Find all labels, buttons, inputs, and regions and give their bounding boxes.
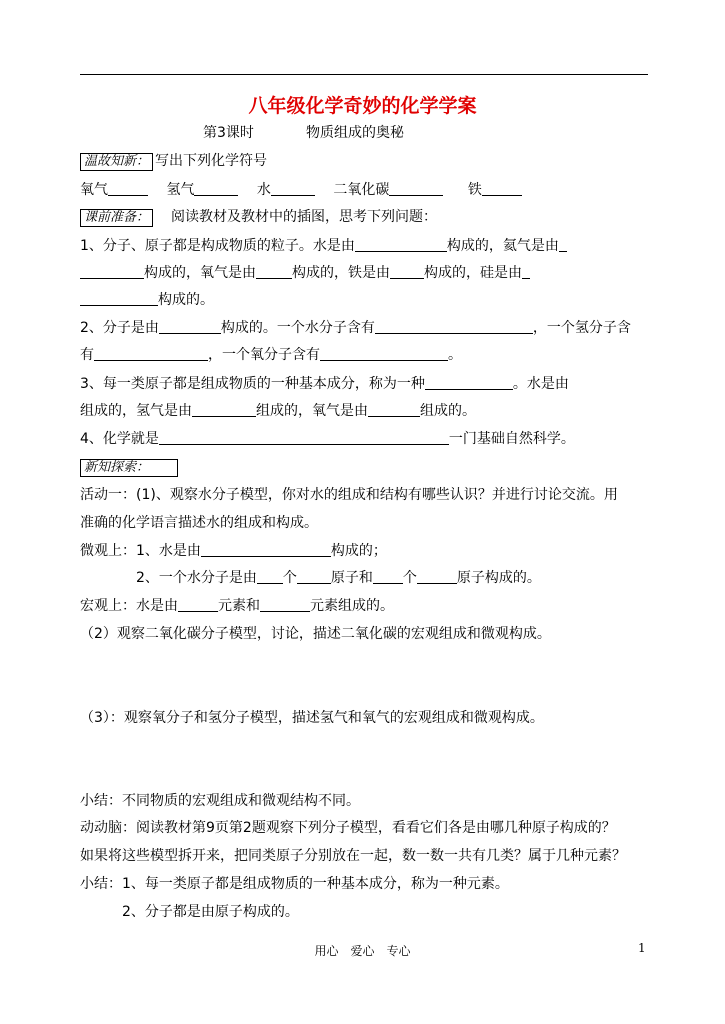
brain-line1: 动动脑：阅读教材第9页第2题观察下列分子模型，看看它们各是由哪几种原子构成的？ (80, 820, 616, 836)
answer-blank[interactable] (482, 181, 522, 196)
answer-blank[interactable] (373, 569, 403, 584)
review-item-oxygen: 氧气 (80, 182, 108, 198)
answer-blank[interactable] (559, 237, 567, 252)
q1-text: 构成的。 (158, 292, 214, 308)
brain-line2: 如果将这些模型拆开来，把同类原子分别放在一起，数一数一共有几类？属于几种元素？ (80, 848, 626, 864)
answer-blank[interactable] (194, 181, 238, 196)
macro-text: 宏观上：水是由 (80, 598, 178, 614)
prep-q1-line1 (80, 237, 567, 255)
macro-text: 元素和 (218, 598, 260, 614)
answer-blank[interactable] (390, 264, 424, 279)
prep-q3-line2 (80, 402, 476, 420)
footer-motto: 用心 爱心 专心 (314, 944, 411, 958)
review-item-iron: 铁 (467, 182, 482, 198)
q1-text: 1、分子、原子都是构成物质的粒子。水是由 (80, 238, 355, 254)
q3-text: 组成的，氢气是由 (80, 403, 192, 419)
review-items-row (80, 181, 522, 199)
prep-row (80, 208, 437, 227)
micro-text: 微观上：1、水是由 (80, 543, 201, 559)
micro-text: 2、一个水分子是由 (136, 570, 257, 586)
prep-q2-line2 (80, 346, 462, 364)
prep-q1-line2 (80, 264, 530, 282)
activity1-line1: 活动一：(1)、观察水分子模型，你对水的组成和结构有哪些认识？并进行讨论交流。用 (80, 487, 618, 503)
prep-q1-line3 (80, 291, 214, 309)
explore-row (80, 458, 180, 477)
review-row (80, 152, 267, 171)
summary2-line2: 2、分子都是由原子构成的。 (122, 904, 299, 920)
prep-q2-line1 (80, 319, 631, 337)
answer-blank[interactable] (271, 181, 315, 196)
q1-text: 构成的，铁是由 (292, 265, 390, 281)
answer-blank[interactable] (297, 569, 331, 584)
q1-text: 构成的，氧气是由 (144, 265, 256, 281)
micro-text: 构成的； (330, 543, 387, 559)
answer-blank[interactable] (368, 402, 420, 417)
answer-blank[interactable] (260, 597, 310, 612)
part2-text: （2）观察二氧化碳分子模型，讨论，描述二氧化碳的宏观组成和微观构成。 (80, 626, 551, 642)
answer-blank[interactable] (375, 319, 533, 334)
review-item-co2: 二氧化碳 (333, 182, 390, 198)
q3-text: 。水是由 (512, 376, 569, 392)
page-title: 八年级化学奇妙的化学学案 (248, 95, 477, 117)
q2-text: 构成的。一个水分子含有 (220, 320, 375, 336)
q4-text: 4、化学就是 (80, 431, 159, 447)
answer-blank[interactable] (425, 375, 513, 390)
activity1-line2: 准确的化学语言描述水的组成和构成。 (80, 515, 318, 531)
micro-text: 个 (282, 570, 297, 586)
explore-tag: 新知探索： (80, 459, 178, 477)
answer-blank[interactable] (108, 181, 148, 196)
micro-text: 原子和 (330, 570, 373, 586)
review-item-water: 水 (256, 182, 271, 198)
micro-text: 个 (402, 570, 417, 586)
prep-q4 (80, 430, 575, 448)
answer-blank[interactable] (201, 542, 331, 557)
page-number: 1 (638, 941, 646, 955)
answer-blank[interactable] (178, 597, 218, 612)
answer-blank[interactable] (320, 346, 448, 361)
micro-line2 (136, 569, 541, 587)
part3-text: （3）：观察氧分子和氢分子模型，描述氢气和氧气的宏观组成和微观构成。 (80, 710, 544, 726)
q2-text: ，一个氢分子含 (532, 320, 631, 336)
header-rule (80, 74, 648, 75)
prep-q3-line1 (80, 375, 569, 393)
macro-text: 元素组成的。 (310, 598, 394, 614)
answer-blank[interactable] (192, 402, 256, 417)
micro-text: 原子构成的。 (456, 570, 541, 586)
prep-tag: 课前准备： (80, 209, 153, 227)
summary2-line1: 小结：1、每一类原子都是组成物质的一种基本成分，称为一种元素。 (80, 876, 509, 892)
macro-line (80, 597, 394, 615)
answer-blank[interactable] (389, 181, 443, 196)
lesson-label: 第3课时 (203, 125, 254, 141)
summary1-text: 小结：不同物质的宏观组成和微观结构不同。 (80, 793, 360, 809)
answer-blank[interactable] (159, 319, 221, 334)
micro-line1 (80, 542, 387, 560)
q3-text: 组成的，氧气是由 (256, 403, 368, 419)
q2-text: 。 (448, 347, 462, 363)
answer-blank[interactable] (417, 569, 457, 584)
review-prompt: 写出下列化学符号 (155, 153, 268, 169)
answer-blank[interactable] (355, 237, 447, 252)
answer-blank[interactable] (80, 291, 158, 306)
q1-text: 构成的，硅是由 (424, 265, 522, 281)
answer-blank[interactable] (256, 264, 292, 279)
q3-text: 组成的。 (420, 403, 476, 419)
q2-text: ，一个氧分子含有 (208, 347, 320, 363)
topic-label: 物质组成的奥秘 (306, 125, 404, 141)
prep-intro: 阅读教材及教材中的插图，思考下列问题： (171, 209, 438, 225)
q2-text: 有 (80, 347, 94, 363)
answer-blank[interactable] (257, 569, 283, 584)
answer-blank[interactable] (80, 264, 144, 279)
answer-blank[interactable] (522, 264, 530, 279)
q4-text: 一门基础自然科学。 (448, 431, 575, 447)
q2-text: 2、分子是由 (80, 320, 159, 336)
review-tag: 温故知新： (80, 153, 153, 171)
answer-blank[interactable] (159, 430, 449, 445)
q1-text: 构成的，氦气是由 (446, 238, 559, 254)
q3-text: 3、每一类原子都是组成物质的一种基本成分，称为一种 (80, 376, 425, 392)
review-item-hydrogen: 氢气 (166, 182, 195, 198)
answer-blank[interactable] (94, 346, 208, 361)
